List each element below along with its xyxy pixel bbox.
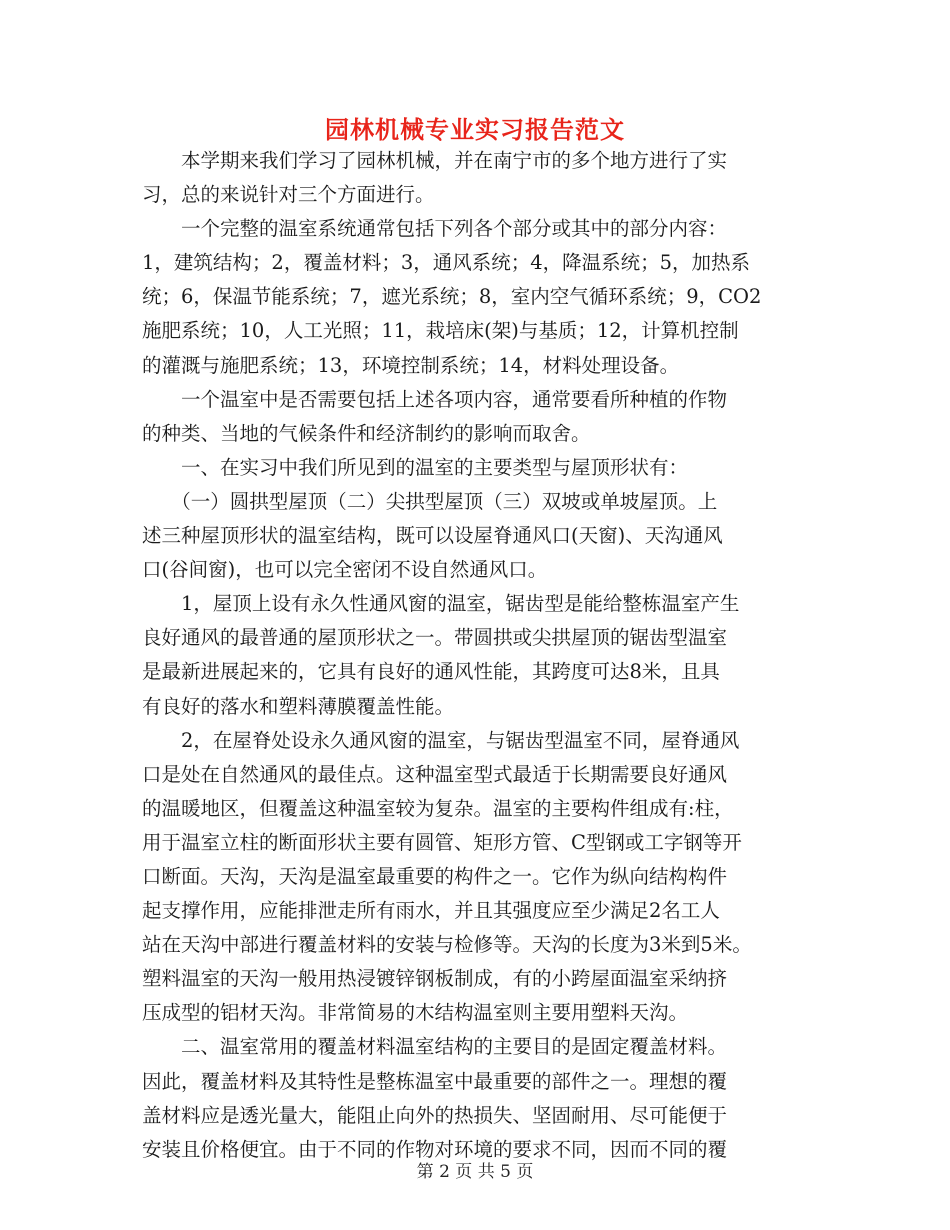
paragraph-line: 是最新进展起来的，它具有良好的通风性能，其跨度可达8米，且具 — [142, 660, 720, 684]
paragraph-line: 一、在实习中我们所见到的温室的主要类型与屋顶形状有： — [142, 455, 689, 479]
paragraph-line: 用于温室立柱的断面形状主要有圆管、矩形方管、C型钢或工字钢等开 — [142, 830, 742, 854]
paragraph-line: 压成型的铝材天沟。非常简易的木结构温室则主要用塑料天沟。 — [142, 1001, 689, 1025]
paragraph-line: 述三种屋顶形状的温室结构，既可以设屋脊通风口(天窗)、天沟通风 — [142, 524, 723, 548]
paragraph-line: 口断面。天沟，天沟是温室最重要的构件之一。它作为纵向结构构件 — [142, 864, 728, 888]
paragraph-line: 2，在屋脊处设永久通风窗的温室，与锯齿型温室不同，屋脊通风 — [142, 728, 740, 752]
paragraph-line: 习，总的来说针对三个方面进行。 — [142, 183, 435, 207]
paragraph-line: 的种类、当地的气候条件和经济制约的影响而取舍。 — [142, 421, 591, 445]
paragraph-line: 的温暖地区，但覆盖这种温室较为复杂。温室的主要构件组成有:柱， — [142, 796, 734, 820]
paragraph-line: 二、温室常用的覆盖材料温室结构的主要目的是固定覆盖材料。 — [142, 1035, 728, 1059]
paragraph-line: 口(谷间窗)，也可以完全密闭不设自然通风口。 — [142, 558, 548, 582]
paragraph-line: 起支撑作用，应能排泄走所有雨水，并且其强度应至少满足2名工人 — [142, 899, 720, 923]
paragraph-line: 的灌溉与施肥系统；13，环境控制系统；14，材料处理设备。 — [142, 353, 680, 377]
paragraph-line: 有良好的落水和塑料薄膜覆盖性能。 — [142, 694, 455, 718]
paragraph-line: （一）圆拱型屋顶（二）尖拱型屋顶（三）双坡或单坡屋顶。上 — [142, 489, 718, 513]
page-footer: 第 2 页 共 5 页 — [416, 1162, 534, 1182]
paragraph-line: 一个温室中是否需要包括上述各项内容，通常要看所种植的作物 — [142, 387, 728, 411]
document-title: 园林机械专业实习报告范文 — [325, 115, 625, 144]
paragraph-line: 塑料温室的天沟一般用热浸镀锌钢板制成，有的小跨屋面温室采纳挤 — [142, 967, 728, 991]
paragraph-line: 一个完整的温室系统通常包括下列各个部分或其中的部分内容： — [142, 217, 728, 241]
paragraph-line: 本学期来我们学习了园林机械，并在南宁市的多个地方进行了实 — [142, 149, 728, 172]
paragraph-line: 良好通风的最普通的屋顶形状之一。带圆拱或尖拱屋顶的锯齿型温室 — [142, 626, 728, 650]
paragraph-line: 站在天沟中部进行覆盖材料的安装与检修等。天沟的长度为3米到5米。 — [142, 933, 752, 957]
paragraph-line: 因此，覆盖材料及其特性是整栋温室中最重要的部件之一。理想的覆 — [142, 1069, 728, 1093]
document-body — [142, 144, 822, 1167]
paragraph-line: 统；6，保温节能系统；7，遮光系统；8，室内空气循环系统；9，CO2 — [142, 285, 762, 309]
paragraph-line: 安装且价格便宜。由于不同的作物对环境的要求不同，因而不同的覆 — [142, 1137, 728, 1161]
paragraph-line: 盖材料应是透光量大，能阻止向外的热损失、坚固耐用、尽可能便于 — [142, 1103, 728, 1127]
paragraph-line: 口是处在自然通风的最佳点。这种温室型式最适于长期需要良好通风 — [142, 762, 728, 786]
paragraph-line: 施肥系统；10，人工光照；11，栽培床(架)与基质；12，计算机控制 — [142, 319, 739, 343]
paragraph-line: 1，建筑结构；2，覆盖材料；3，通风系统；4，降温系统；5，加热系 — [142, 251, 751, 275]
paragraph-line: 1，屋顶上设有永久性通风窗的温室，锯齿型是能给整栋温室产生 — [142, 592, 740, 616]
